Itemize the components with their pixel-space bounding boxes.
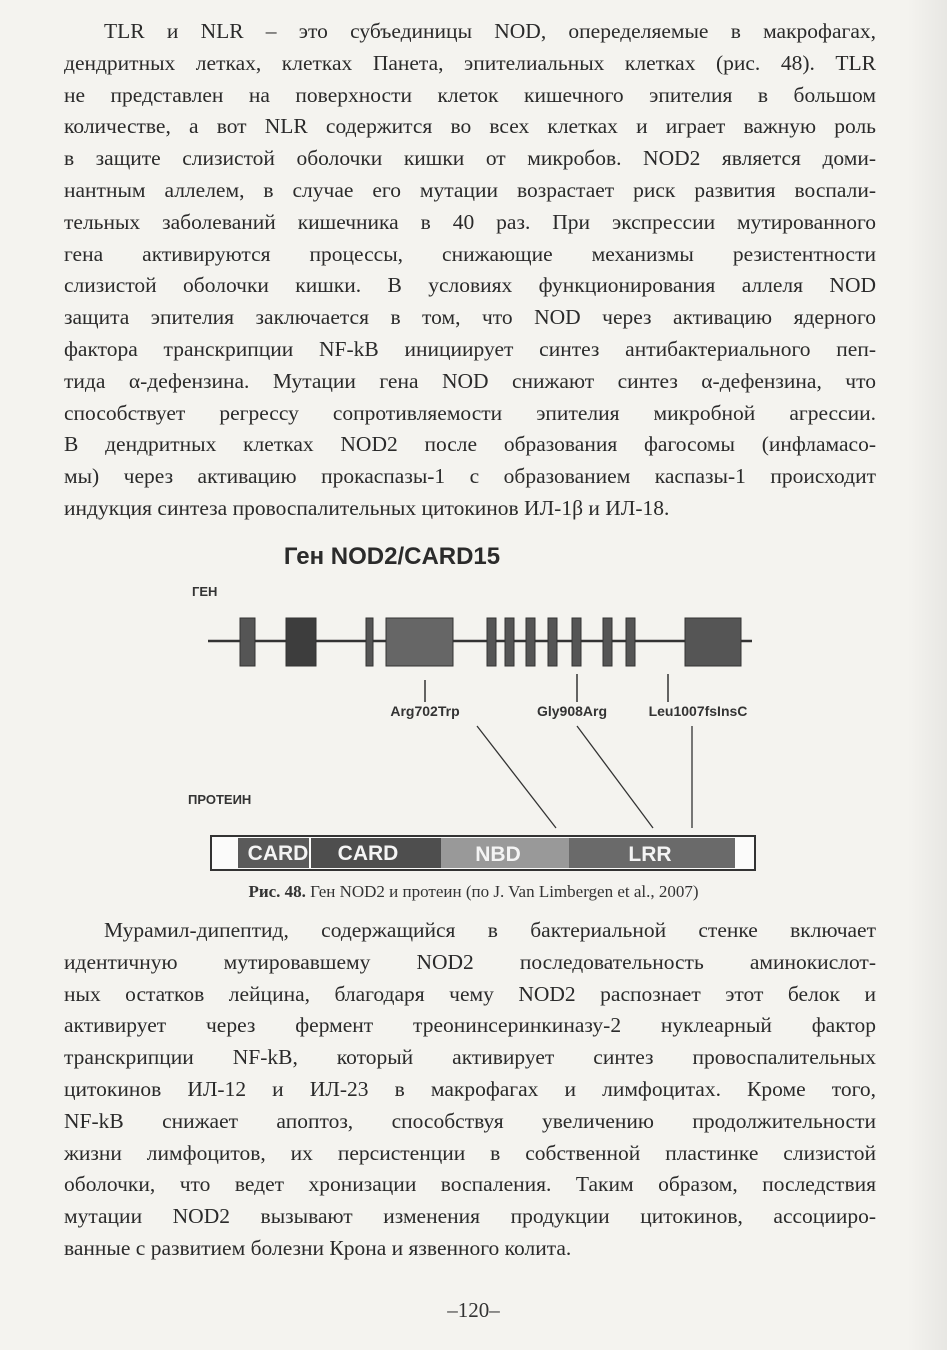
text-line: способствует регрессу сопротивляемости эпителия микробной агрессии. [64, 400, 876, 425]
mutation-label: Arg702Trp [390, 703, 460, 719]
exon [505, 618, 514, 666]
text-line: цитокинов ИЛ-12 и ИЛ-23 в макрофагах и лимфоцитах. Кроме того, [64, 1076, 876, 1101]
domain-label: LRR [628, 843, 672, 866]
text-line: дендритных летках, клетках Панета, эпителиальных клетках (рис. 48). TLR [64, 50, 876, 75]
text-line: в защите слизистой оболочки кишки от микробов. NOD2 является доми- [64, 146, 876, 171]
text-line: мы) через активацию прокаспазы-1 с образованием каспазы-1 происходит [64, 464, 876, 489]
protein-label: ПРОТЕИН [188, 792, 252, 807]
exon [386, 618, 453, 666]
text-line: Мурамил-дипептид, содержащийся в бактериальной стенке включает [104, 918, 876, 942]
text-line: жизни лимфоцитов, их персистенции в собственной пластинке слизистой [64, 1140, 876, 1165]
text-line: мутации NOD2 вызывают изменения продукции цитокинов, ассоцииро- [64, 1204, 876, 1229]
text-line: гена активируются процессы, снижающие механизмы резистентности [64, 241, 876, 266]
domain-label: CARD [337, 842, 399, 865]
exon [366, 618, 373, 666]
text-line: тельных заболеваний кишечника в 40 раз. При экспрессии мутированного [64, 209, 876, 234]
text-line: индукция синтеза провоспалительных цитокинов ИЛ-1β и ИЛ-18. [64, 495, 670, 520]
text-line: слизистой оболочки кишки. В условиях функционирования аллеля NOD [64, 273, 876, 298]
gene-label: ГЕН [192, 584, 218, 599]
text-line: нантным аллелем, в случае его мутации возрастает риск развития воспали- [64, 177, 876, 202]
figure-svg [180, 538, 780, 878]
exon [526, 618, 535, 666]
domain-label: CARD [247, 842, 309, 865]
mutation-label: Leu1007fsInsC [648, 703, 748, 719]
text-line: количестве, а вот NLR содержится во всех клетках и играет важную роль [64, 114, 876, 139]
text-line: NF-kB снижает апоптоз, способствуя увеличению продолжительности [64, 1108, 876, 1133]
exon [626, 618, 635, 666]
paragraph-bottom [64, 915, 876, 1265]
connector-line [577, 726, 653, 828]
connector-lines [477, 726, 692, 828]
text-line: защита эпителия заключается в том, что NOD через активацию ядерного [64, 305, 876, 330]
exon [572, 618, 581, 666]
text-line: TLR и NLR – это субъединицы NOD, опеределяемые в макрофагах, [104, 19, 876, 43]
figure-caption [0, 880, 947, 904]
paragraph-top [64, 16, 876, 525]
page-number: –120– [447, 1298, 500, 1322]
connector-line [477, 726, 556, 828]
text-line: фактора транскрипции NF-kB инициирует синтез антибактериального пеп- [64, 336, 876, 361]
exon [548, 618, 557, 666]
caption-label: Рис. 48. [248, 882, 306, 901]
exon [240, 618, 255, 666]
text-line: идентичную мутировавшему NOD2 последовательность аминокислот- [64, 949, 876, 974]
text-line: ных остатков лейцина, благодаря чему NOD2 распознает этот белок и [64, 981, 876, 1006]
text-line: не представлен на поверхности клеток кишечного эпителия в большом [64, 82, 876, 107]
exon [685, 618, 741, 666]
gene-protein-figure [180, 538, 780, 878]
exon [603, 618, 612, 666]
caption-text: Ген NOD2 и протеин (по J. Van Limbergen et al., 2007) [310, 882, 699, 901]
domain-divider [309, 838, 311, 868]
text-line: В дендритных клетках NOD2 после образования фагосомы (инфламасо- [64, 432, 876, 457]
exon [487, 618, 496, 666]
domain-label: NBD [475, 843, 521, 866]
text-line: активирует через фермент треонинсеринкиназу-2 нуклеарный фактор [64, 1013, 876, 1038]
text-line: тида α-дефензина. Мутации гена NOD снижают синтез α-дефензина, что [64, 368, 876, 393]
page-edge-shadow [907, 0, 947, 1350]
text-line: оболочки, что ведет хронизации воспаления. Таким образом, последствия [64, 1172, 876, 1197]
mutation-ticks [425, 674, 668, 702]
exon [286, 618, 316, 666]
text-line: ванные с развитием болезни Крона и язвенного колита. [64, 1235, 572, 1260]
figure-title: Ген NOD2/CARD15 [283, 543, 501, 570]
mutation-label: Gly908Arg [536, 703, 608, 719]
text-line: транскрипции NF-kB, который активирует синтез провоспалительных [64, 1045, 876, 1070]
